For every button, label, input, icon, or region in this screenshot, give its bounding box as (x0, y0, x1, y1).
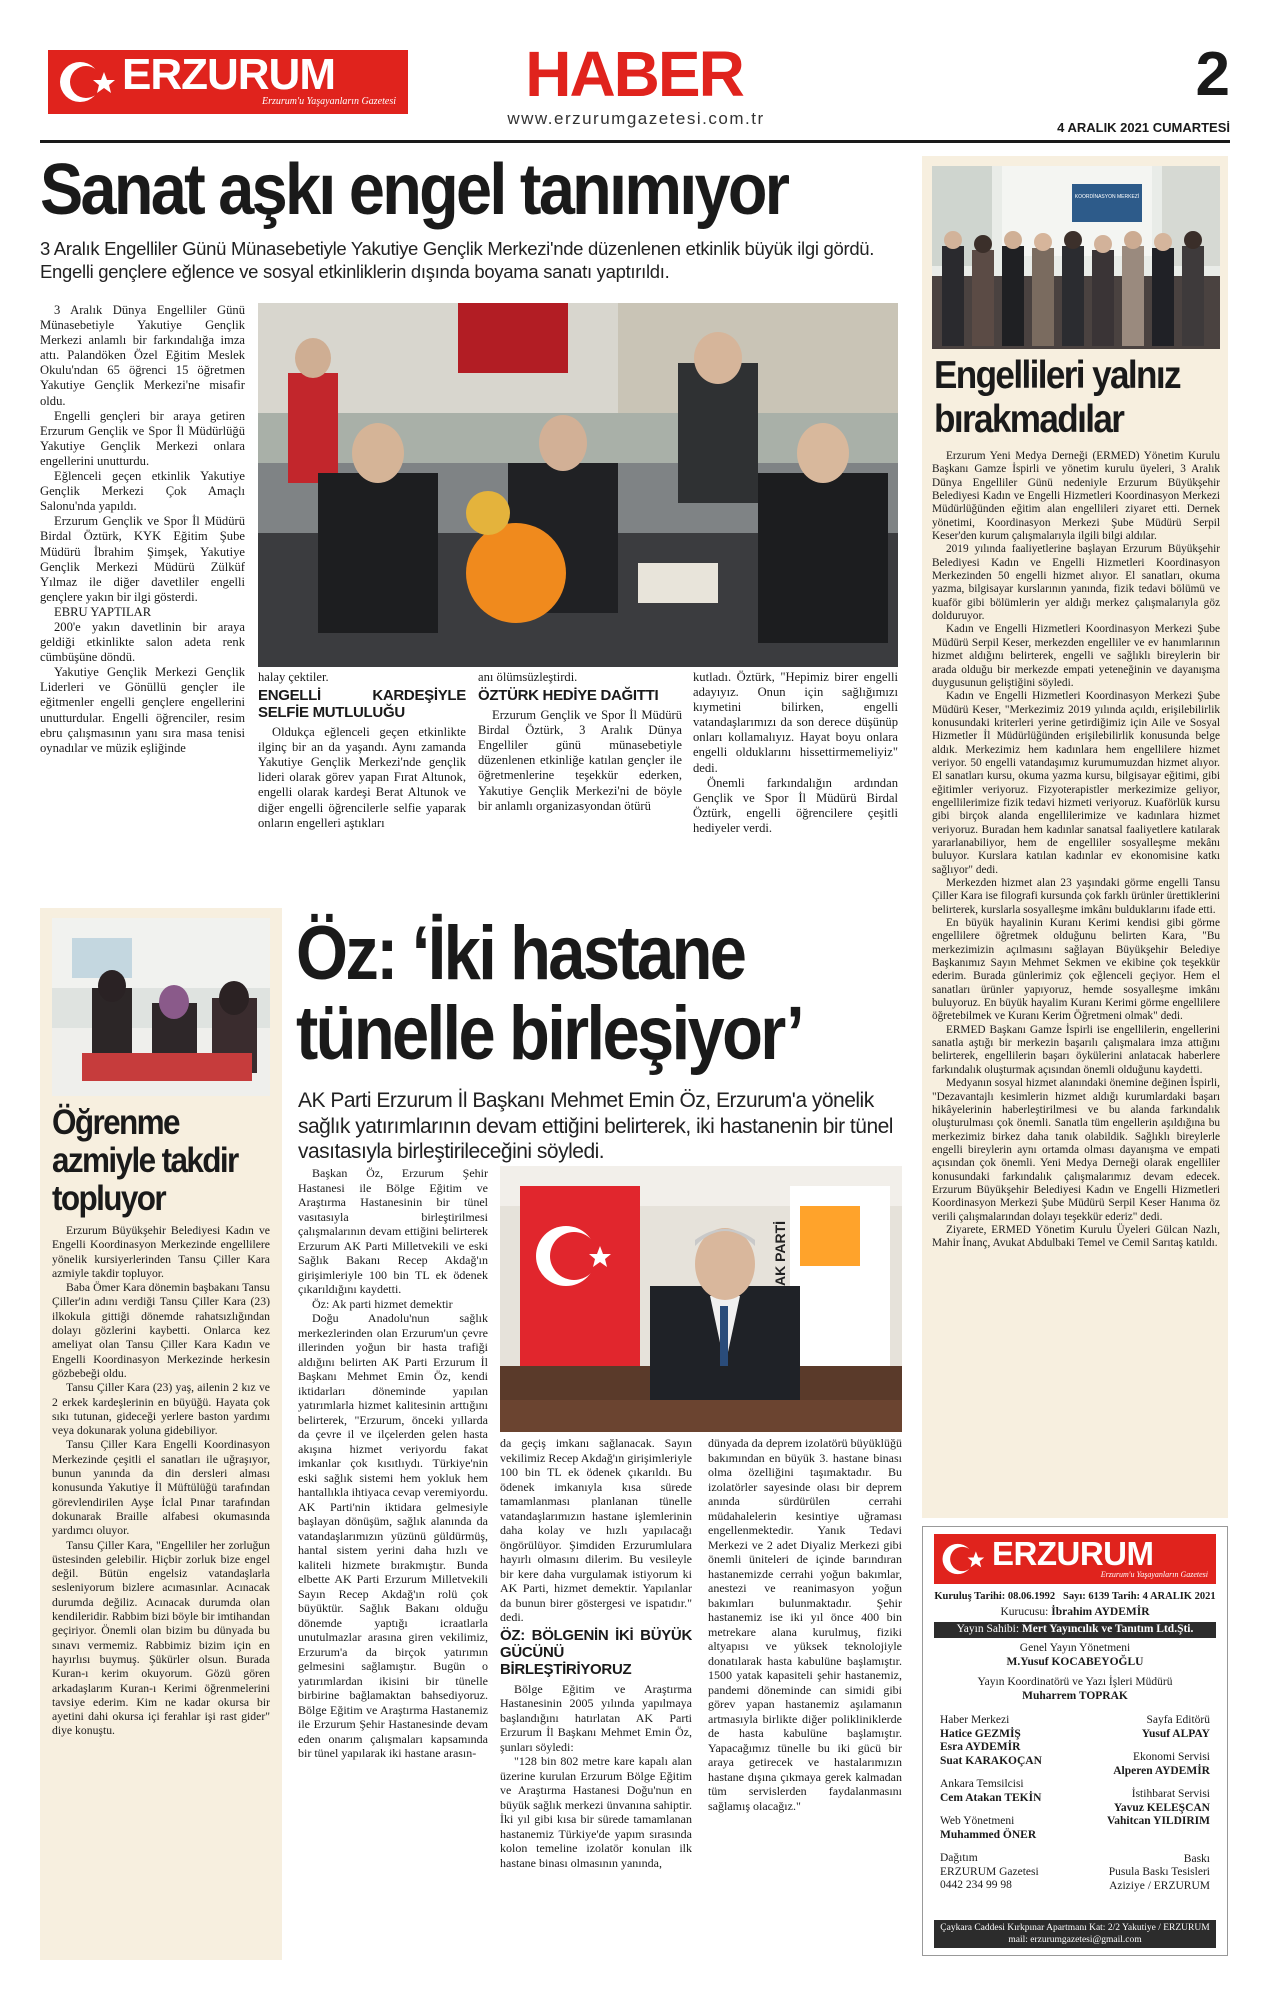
imprint-ankara-label: Ankara Temsilcisi (940, 1778, 1024, 1790)
imprint-ankara: Cem Atakan TEKİN (940, 1791, 1042, 1804)
left-headline-line-1: Öğrenme (52, 1103, 179, 1142)
imprint-web-label: Web Yönetmeni (940, 1815, 1015, 1827)
imprint-spacer (1070, 1778, 1210, 1788)
sidebar-photo (932, 166, 1220, 349)
lead-subhead-gifts: ÖZTÜRK HEDİYE DAĞITTI (478, 687, 659, 705)
left-paragraph: Tansu Çiller Kara Engelli Koordinasyon Merkezinde çeşitli el sanatları ile uğraşıyor, bunun yanında da din dersleri alması konusunda Yakutiye İl Müftülüğü tarafından görevlendirilen Ayşe İclal Pınar tarafından dokunarak Braille alfabesi okumasında yardımcı oluyor. (52, 1438, 270, 1538)
main-paragraph: dünyada da deprem izolatörü büyüklüğü bakımından en büyük 3. hastane binası olma özelliğini taşımaktadır. Bu izolatörler sayesinde olası bir deprem anında sürdürülen cerrahi müdahalelerin kesintiye uğraması engellenmektedir. Yanık Tedavi Merkezi ve 2 adet Diyaliz Merkezi gibi önemli üniteleri de içinde barındıran hastanemizde cerrahi yoğun bakımlar, anestezi ve reanimasyon yoğun bakımları bulunmaktadır. Şehir hastanemiz ise iki yıl önce 400 bin metrekare alana kurulmuş, fiziki altyapısı ve yüksek teknolojiyle donatılarak hasta kabulüne başlamıştır. 1500 yatak kapasiteli şehir hastanemiz, pandemi döneminde can simidi gibi görev yapan hastanemiz aşılamanın artmasıyla birlikte diğer polikliniklerde de hasta kabulüne başlamıştır. Yapacağımız tünelle bu iki gücü bir araya getirecek ve hastalarımızın hastane dışına çıkmaya gerek kalmadan tüm servislerden faydalanmasını sağlamış olacağız." (708, 1436, 902, 1813)
imprint-coord: Muharrem TOPRAK (1022, 1690, 1128, 1702)
main-photo-party-label: AK PARTİ (772, 1220, 788, 1286)
lead-column-1 (40, 303, 245, 863)
imprint-intel-1: Yavuz KELEŞCAN (1113, 1801, 1210, 1814)
lead-headline: Sanat aşkı engel tanımıyor (40, 150, 788, 230)
imprint-economy: Alperen AYDEMİR (1113, 1764, 1210, 1777)
sidebar-paragraph: Kadın ve Engelli Hizmetleri Koordinasyon Merkezi Şube Müdürü Serpil Keser, merkezden engelliler ve ev hanımlarının hizmet aldığını belirterek, engelli ve sağlıklı bireylerin bir arada olduğu bir merkezde empati yeteneğinin ve dayanışma duygusunun geliştiğini söyledi. (932, 623, 1220, 689)
left-story-photo-scene (52, 918, 270, 1096)
imprint-email: mail: erzurumgazetesi@gmail.com (1008, 1935, 1142, 1945)
imprint-spacer (940, 1768, 1080, 1778)
main-paragraph: "128 bin 802 metre kare kapalı alan üzerine kurulan Erzurum Bölge Eğitim ve Araştırma Hastanesi Doğu'nun en büyük sağlık merkezi ünvanına sahiptir. İki yıl gibi kısa bir sürede tamamlanan hastanemiz Türkiye'de yapım sırasında kolon temeline izolatör konulan ilk hastane binası olmasının yanında, (500, 1754, 692, 1870)
lead-paragraph: Engelli gençleri bir araya getiren Erzurum Gençlik ve Spor İl Müdürlüğü Yakutiye Gençlik Merkezi onlara engellerini unutturdu. (40, 408, 245, 468)
imprint-logo (934, 1534, 1216, 1584)
imprint-founder-row (934, 1606, 1216, 1620)
imprint-news-3: Suat KARAKOÇAN (940, 1754, 1042, 1767)
imprint-spacer (940, 1805, 1080, 1815)
main-column-3 (708, 1436, 902, 1960)
lead-paragraph: kutladı. Öztürk, "Hepimiz birer engelli adayıyız. Onun için sağlığımızı kıymetini bilirken, engelli vatandaşlarımızı da son derece düşünüp onları kollamalıyız. Hayat boyu onlara engelli olduklarını hissettirmemeliyiz" dedi. (693, 670, 898, 775)
lead-photo (258, 303, 898, 667)
imprint-founder-label: Kurucusu: (1000, 1606, 1049, 1618)
sidebar-paragraph: ERMED Başkanı Gamze İspirli ise engellilerin, engellerini sanatla aştığı bir merkezin başarılı çalışmalara imza attığını belirterek, engellilerin başarı öykülerini anlatacak haberlere farkındalık oluşturmak açısından önemli olduğunu kaydetti. (932, 1023, 1220, 1076)
imprint-info-line: Kuruluş Tarihi: 08.06.1992 Sayı: 6139 Tarih: 4 ARALIK 2021 (934, 1591, 1216, 1602)
imprint-dist: ERZURUM Gazetesi (940, 1865, 1039, 1878)
imprint-web: Muhammed ÖNER (940, 1828, 1037, 1841)
sidebar-body (932, 450, 1220, 1500)
left-paragraph: Erzurum Büyükşehir Belediyesi Kadın ve Engelli Koordinasyon Merkezinde engellilere yönelik kursiyerlerinden Tansu Çiller Kara azmiyle takdir topluyor. (52, 1224, 270, 1280)
imprint-founder: İbrahim AYDEMİR (1051, 1606, 1150, 1618)
imprint-page-editor-label: Sayfa Editörü (1146, 1714, 1210, 1726)
sidebar-headline-line-1: Engellileri yalnız (934, 354, 1180, 397)
imprint-spacer (940, 1842, 1080, 1852)
main-photo-scene (500, 1166, 902, 1432)
main-deck: AK Parti Erzurum İl Başkanı Mehmet Emin Öz, Erzurum'a yönelik sağlık yatırımlarının devam ettiğini belirterek, iki hastanenin bir tünel vasıtasıyla birleştirileceğini söyledi. (298, 1089, 893, 1163)
lead-paragraph: Erzurum Gençlik ve Spor İl Müdürü Birdal Öztürk, 3 Aralık Dünya Engelliler günü münasebetiyle düzenlenen etkinliğe katılan gençler ile öğretmenlerine teşekkür ederken, Yakutiye Gençlik Merkezi'ni de böyle bir anlamlı organizasyondan ötürü (478, 708, 682, 813)
imprint-news-1: Hatice GEZMİŞ (940, 1727, 1021, 1740)
lead-column-3 (478, 670, 682, 870)
imprint-dist-phone: 0442 234 99 98 (940, 1879, 1012, 1891)
sidebar-paragraph: Merkezden hizmet alan 23 yaşındaki görme engelli Tansu Çiller Kara ise filografi kursunda çok farklı ürünler ürettiklerini belirterek, kurslarla sosyalleşme imkânı bulduklarını ifade etti. (932, 877, 1220, 916)
imprint-economy-label: Ekonomi Servisi (1133, 1751, 1210, 1763)
imprint-logo-tagline: Erzurum'u Yaşayanların Gazetesi (1100, 1570, 1208, 1579)
sidebar-paragraph: Erzurum Yeni Medya Derneği (ERMED) Yönetim Kurulu Başkanı Gamze İspirli ve yönetim kurulu üyeleri, 3 Aralık Dünya Engelliler Günü nedeniyle Erzurum Büyükşehir Belediyesi Kadın ve Engelli Hizmetleri Koordinasyon Merkezi Müdürlüğünden eğitim alan engellileri ziyaret etti. Dernek yönetimi, Koordinasyon Merkezi Şube Müdürü Serpil Keser'den kurum çalışmalarıyla ilgili bilgi aldılar. (932, 450, 1220, 543)
lead-column-4 (693, 670, 898, 870)
imprint-gm-label: Genel Yayın Yönetmeni (1019, 1642, 1131, 1654)
sidebar-paragraph: 2019 yılında faaliyetlerine başlayan Erzurum Büyükşehir Belediyesi Kadın ve Engelli Hizmetleri Koordinasyon Merkezinden 50 engelli hizmet alıyor. El sanatları, okuma yazma, bilgisayar kurslarının yanında, fizik tedavi bölümü ve kuaför gibi bölümlerin yer aldığı merkez çalışmalarıyla göz dolduruyor. (932, 543, 1220, 623)
imprint-right-column (1070, 1714, 1210, 1893)
sidebar-headline-line-2: bırakmadılar (934, 398, 1124, 441)
imprint-footer (934, 1920, 1216, 1948)
imprint-left-column (940, 1714, 1080, 1893)
imprint-page-editor: Yusuf ALPAY (1141, 1727, 1210, 1740)
lead-paragraph: Önemli farkındalığın ardından Gençlik ve Spor İl Müdürü Birdal Öztürk, engelli öğrencilere çeşitli hediyeler verdi. (693, 775, 898, 835)
left-paragraph: Tansu Çiller Kara (23) yaş, ailenin 2 kız ve 2 erkek kardeşlerinin en büyüğü. Hayata çok sıkı tutunan, gideceği yerlere baston yardımı veya dokunarak yoluna gidebiliyor. (52, 1381, 270, 1438)
sidebar-paragraph: Medyanın sosyal hizmet alanındaki önemine değinen İspirli, "Dezavantajlı kesimlerin hizmet aldığı kurumlardaki başarı hikâyelerinin haberleştirilmesi ve bu alanda farkındalık oluşturulması çok önemli. Sanatla tüm engellerin aşıldığına bu merkezimiz birkez daha tanık olabildik. Sağlıklı bireylerle engelli bireylerin aynı ortamda olması dayanışma ve empati açısından çok önemli. Yeni Medya Derneği olarak engelliler konusundaki farkındalık çalışmalarımız devam edecek. Erzurum Büyükşehir Belediyesi Kadın ve Engelli Hizmetleri Koordinasyon Merkezi Şube Müdürü Serpil Keser Hanıma öz verili çalışmalarından dolayı teşekkür ederiz" dedi. (932, 1077, 1220, 1223)
imprint-news-label: Haber Merkezi (940, 1714, 1010, 1726)
lead-paragraph: Eğlenceli geçen etkinlik Yakutiye Gençlik Merkezi Çok Amaçlı Salonu'nda yapıldı. (40, 469, 245, 514)
main-paragraph: Doğu Anadolu'nun sağlık merkezlerinden olan Erzurum'un çevre illerinden yoğun bir hasta trafiği aldığını belirten AK Parti Erzurum İl Başkanı Mehmet Emin Öz, kendi iktidarları döneminde yapılan yatırımlarla hizmet kalitesinin arttığını belirterek, "Erzurum, önceki yıllarda da çevre il ve ilçelerden gelen hasta akışına hizmet veriyordu fakat imkanlar çok kısıtlıydı. Türkiye'nin eski sağlık sistemi hem yokluk hem hantallıkla ihtiyaca cevap veremiyordu. AK Parti'nin iktidara gelmesiyle başlayan dönüşüm, sağlık alanında da vatandaşlarımızın yüzünü güldürmüş, hantal sistem yerini daha hızlı ve kaliteli hizmete bırakmıştır. Bunda elbette AK Parti Erzurum Milletvekili Sayın Recep Akdağ'ın rolü çok büyüktür. Sağlık Bakanı olduğu dönemde yaptığı icraatlarla unutulmazlar arasına giren vekilimiz, Erzurum'a da birçok yatırımın gelmesini sağlamıştır. Bugün o yatırımlardan ikisini bir tünelle birbirine bağlamaktan bahsediyoruz. Bölge Eğitim ve Araştırma Hastanemiz ile Erzurum Şehir Hastanesinde devam eden onarım çalışmaları kapsamında bir tünel yapılarak iki hastane arasın- (298, 1311, 488, 1760)
main-photo (500, 1166, 902, 1432)
left-paragraph: Tansu Çiller Kara, "Engelliler her zorluğun üstesinden gelebilir. Hiçbir zorluk bize engel değil. Bütün engelsiz vatandaşlarla sesleniyorum bizlere acımasınlar. Acınacak durumda değiliz. Acınacak durumda olan kendileridir. Rabbim bizi böyle bir imtihandan geçiriyor. Önemli olan bizim bu dünyada bu sınavı vermemiz. Rabbimiz bizim için en hayırlısı buymuş. Şükürler olsun. Burada Kuran-ı kerim okuyorum. Gözü gören arkadaşlarım Kuran-ı Kerimi öğrenmelerini tavsiye ederim. Kim ne kadar okursa bir ayetini dahi okursa içi ferahlar işi rast gider" diye konuştu. (52, 1538, 270, 1738)
imprint-owner: Mert Yayıncılık ve Tanıtım Ltd.Şti. (1021, 1623, 1194, 1635)
main-paragraph: Bölge Eğitim ve Araştırma Hastanesinin 2005 yılında yapılmaya başlandığını hatırlatan AK Parti Erzurum İl Başkanı Mehmet Emin Öz, şunları söyledi: (500, 1681, 692, 1754)
lead-continuation: anı ölümsüzleştirdi. (478, 670, 578, 684)
imprint-gm: M.Yusuf KOCABEYOĞLU (1006, 1656, 1144, 1668)
imprint-print-2: Aziziye / ERZURUM (1109, 1879, 1210, 1892)
left-story-body (52, 1224, 270, 1950)
imprint-owner-label: Yayın Sahibi: (956, 1623, 1020, 1635)
left-paragraph: Baba Ömer Kara dönemin başbakanı Tansu Çiller'in adını verdiği Tansu Çiller Kara (23) ilkokula gittiği dönemde rahatsızlığından dolayı gözlerini kaybetti. Onlarca kez ameliyat olan Tansu Çiller Kara Kadın ve Engelli Koordinasyon Merkezinde herkesin gözbebeği oldu. (52, 1281, 270, 1380)
imprint-spacer (1070, 1829, 1210, 1853)
imprint-logo-name: ERZURUM (992, 1535, 1154, 1572)
lead-subhead-selfie: ENGELLİ KARDEŞİYLE SELFİE MUTLULUĞU (258, 687, 466, 722)
main-paragraph: da geçiş imkanı sağlanacak. Sayın vekilimiz Recep Akdağ'ın girişimleriyle 100 bin TL ek ödenek çıkarıldı. Bu ödenek imkanıyla kısa sürede tamamlanması planlanan tünelle vatandaşlarımızın hastane işlemlerinin daha kolay ve hızlı yapılacağı öngörülüyor. Şimdiden Erzurumlulara hayırlı olmasını dilerim. Bu vesileyle bir kere daha vurgulamak istiyorum ki AK Parti, hizmet demektir. Yapılanlar da bunun birer göstergesi ve ispatıdır." dedi. (500, 1436, 692, 1624)
imprint-print-label: Baskı (1183, 1852, 1210, 1865)
lead-continuation: halay çektiler. (258, 670, 329, 684)
sidebar-photo-sign: KOORDİNASYON MERKEZİ (1074, 194, 1140, 200)
main-paragraph: Başkan Öz, Erzurum Şehir Hastanesi ile Bölge Eğitim ve Araştırma Hastanesinin bir tünel vasıtasıyla birleştirilmesi çalışmalarının devam ettiğini belirterek Erzurum AK Parti Milletvekili ve eski Sağlık Bakanı Recep Akdağ'ın girişimleriyle 100 bin TL ek ödenek çıkarıldığını kaydetti. (298, 1166, 488, 1296)
lead-paragraph: 3 Aralık Dünya Engelliler Günü Münasebetiyle Yakutiye Gençlik Merkezi anlamlı bir farkındalığa imza attı. Palandöken Özel Eğitim Meslek Okulu'ndan 65 öğrenci 15 öğretmen Yakutiye Gençlik Merkezi'ne misafir oldu. (40, 303, 245, 408)
imprint-intel-label: İstihbarat Servisi (1131, 1788, 1210, 1800)
imprint-dist-label: Dağıtım (940, 1852, 978, 1864)
imprint-owner-row (934, 1622, 1216, 1638)
lead-paragraph: Oldukça eğlenceli geçen etkinlikte ilginç bir an da yaşandı. Aynı zamanda Yakutiye Gençlik Merkezi'nde gençlik lideri olarak görev yapan Fırat Altunok, engelli olarak kardeşi Berat Altunok ve diğer engelli öğrencilerle selfie yaparak onların engelleri aştıkları (258, 725, 466, 830)
imprint-print-1: Pusula Baskı Tesisleri (1108, 1866, 1210, 1878)
lead-paragraph: Erzurum Gençlik ve Spor İl Müdürü Birdal Öztürk, KYK Eğitim Şube Müdürü İbrahim Şimşek, Yakutiye Gençlik Merkezi Müdürü Zülküf Yılmaz ile diğer davetliler engelli gençlere yakın bir ilgi gösterdi. (40, 514, 245, 604)
main-headline-line-2: tünelle birleşiyor’ (296, 991, 803, 1076)
main-inline-subhead: Öz: Ak parti hizmet demektir (312, 1296, 453, 1311)
imprint-address: Çaykara Caddesi Kırkpınar Apartmanı Kat: 2/2 Yakutiye / ERZURUM (940, 1923, 1210, 1933)
masthead-logo-tagline: Erzurum'u Yaşayanların Gazetesi (261, 96, 396, 107)
left-headline-line-3: topluyor (52, 1179, 166, 1218)
masthead-section: HABER (525, 38, 743, 110)
imprint-intel-2: Vahitcan YILDIRIM (1107, 1815, 1210, 1827)
lead-column-2 (258, 670, 466, 870)
lead-paragraph: Yakutiye Gençlik Merkezi Gençlik Liderleri ve Gönüllü gençler ile eğitmenler engelli gençlere engellerini unutturdular. Engelli öğrenciler, resim ebru çalışmasının yanı sıra masa tenisi oynadılar ve müzik eşliğinde (40, 665, 245, 755)
main-column-2 (500, 1436, 692, 1960)
imprint-crescent-star-icon (938, 1540, 988, 1578)
crescent-star-icon (54, 58, 120, 106)
issue-date: 4 ARALIK 2021 CUMARTESİ (1057, 120, 1230, 135)
left-headline-line-2: azmiyle takdir (52, 1141, 238, 1180)
masthead-rule (40, 140, 1230, 143)
main-column-1 (298, 1166, 488, 1956)
masthead-logo (48, 50, 408, 114)
sidebar-paragraph: Ziyarete, ERMED Yönetim Kurulu Üyeleri Gülcan Nazlı, Mahir İnanç, Avukat Abdulbaki Temel ve Cemil Sarıtaş katıldı. (932, 1223, 1220, 1250)
lead-deck: 3 Aralık Engelliler Günü Münasebetiyle Yakutiye Gençlik Merkezi'nde düzenlenen etkinlik büyük ilgi gördü. Engelli gençlere eğlence ve sosyal etkinliklerin dışında boyama sanatı yaptırıldı. (40, 238, 875, 282)
masthead-logo-name: ERZURUM (122, 50, 335, 99)
sidebar-paragraph: Kadın ve Engelli Hizmetleri Koordinasyon Merkezi Şube Müdürü Keser, "Merkezimiz 2019 yılında açıldı, erişilebilirlik konusundaki kriterleri yerine getirdiğimiz için Aile ve Sosyal Hizmetler İl Müdürlüğünden erişilebilirlik konusunda belge aldık. Merkezimiz hem kadınlara hem engellilere hizmet veriyor. 50 engelli vatandaşımız kurumumuzdan hizmet alıyor. El sanatları kursu, okuma yazma kursu, bilgisayar eğitimi, gibi eğitimler veriyoruz. Fizyoterapistler merkezimize geliyor, engellilerimize fizik tedavi hizmeti veriyoruz. Kuaförlük kursu gibi birçok alanda engellilerimize ve kadınlara hizmet veriyoruz. Buradan hem kadınlar sanatsal faaliyetlere katılarak yararlanabiliyor, hem de engelliler sosyalleşme mekânı buluyor. Kurslara katılan kadınlar ev ekonomisine katkı sağlıyor" dedi. (932, 690, 1220, 876)
lead-photo-scene (258, 303, 898, 667)
imprint-coord-label: Yayın Koordinatörü ve Yazı İşleri Müdürü (977, 1676, 1173, 1688)
lead-paragraph: 200'e yakın davetlinin bir araya geldiği etkinlikte salon adeta renk cümbüşüne döndü. (40, 619, 245, 665)
imprint-spacer (1070, 1741, 1210, 1751)
main-headline-line-1: Öz: ‘İki hastane (296, 911, 745, 996)
left-story-photo (52, 918, 270, 1096)
imprint-news-2: Esra AYDEMİR (940, 1741, 1021, 1753)
main-subhead: ÖZ: BÖLGENİN İKİ BÜYÜK GÜCÜNÜ BİRLEŞTİRİYORUZ (500, 1626, 692, 1678)
masthead-website: www.erzurumgazetesi.com.tr (507, 109, 765, 128)
sidebar-paragraph: En büyük hayalinin Kuranı Kerimi kendisi gibi görme engellilere öğretmek olduğunu belirten Kara, "Bu merkezimizin açılmasını sağlayan Büyükşehir Belediye Başkanımız Sayın Mehmet Sekmen ve ekibine çok teşekkür ederim. Burada günlerimiz çok eğlenceli geçiyor. Hem el sanatları ürünler yapıyoruz, hemde sosyalleşme imkânı buluyoruz. En büyük hayalim Kuranı Kerimi görme engellilere öğretebilmek ve Kuranı Kerim Öğretmeni olmak" dedi. (932, 917, 1220, 1023)
lead-inline-subhead: EBRU YAPTILAR (54, 604, 152, 619)
page-number: 2 (1195, 40, 1230, 109)
